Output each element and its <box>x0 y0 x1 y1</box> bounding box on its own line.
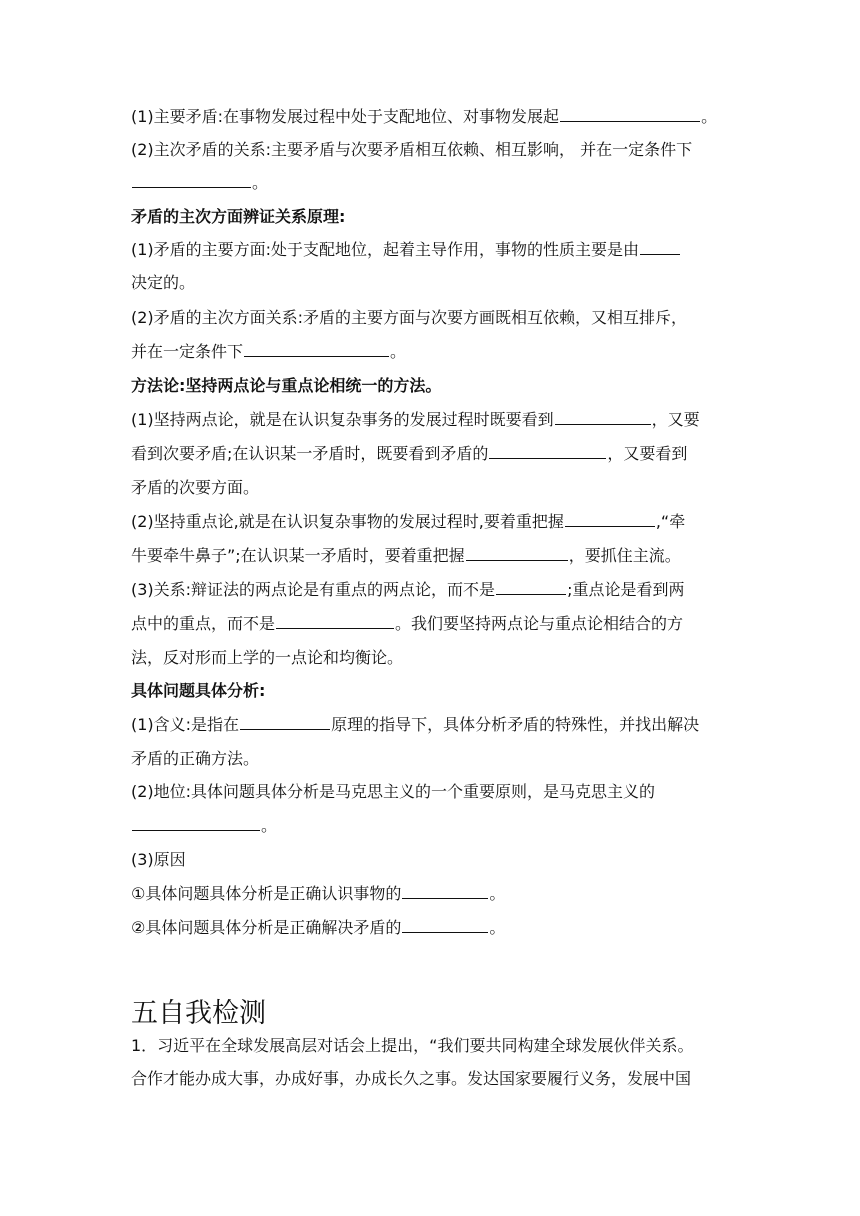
text-segment: 原理的指导下，具体分析矛盾的特殊性，并找出解决 <box>331 715 700 734</box>
blank-line <box>276 627 394 629</box>
text-segment: (1)矛盾的主要方面:处于支配地位，起着主导作用，事物的性质主要是由 <box>131 240 640 259</box>
text-segment: 。 <box>261 816 278 835</box>
text-segment: (1)含义:是指在 <box>131 715 240 734</box>
text-line <box>131 512 685 532</box>
text-segment: 牛要牵牛鼻子”;在认识某一矛盾时，要着重把握 <box>131 546 465 565</box>
blank-line <box>402 897 488 899</box>
text-line <box>131 342 406 362</box>
text-segment: (2)坚持重点论,就是在认识复杂事物的发展过程时,要着重把握 <box>131 512 564 531</box>
text-segment: (1)坚持两点论，就是在认识复杂事务的发展过程时既要看到 <box>131 410 554 429</box>
text-segment: (3)关系:辩证法的两点论是有重点的两点论，而不是 <box>131 580 496 599</box>
text-line: 法，反对形而上学的一点论和均衡论。 <box>131 648 404 667</box>
section-title: 五自我检测 <box>131 998 266 1029</box>
text-line: (2)地位:具体问题具体分析是马克思主义的一个重要原则，是马克思主义的 <box>131 782 656 801</box>
text-line <box>131 580 684 600</box>
blank-line <box>489 457 606 459</box>
text-segment: 并在一定条件下 <box>131 342 244 361</box>
text-line <box>131 173 268 193</box>
text-segment: ，又要 <box>651 410 700 429</box>
text-line <box>131 410 700 430</box>
text-line <box>131 107 717 127</box>
text-line: 决定的。 <box>131 273 196 292</box>
text-line: (3)原因 <box>131 850 186 869</box>
text-segment: (1)主要矛盾:在事物发展过程中处于支配地位、对事物发展起 <box>131 107 560 126</box>
section-heading: 矛盾的主次方面辨证关系原理: <box>131 207 346 226</box>
blank-line <box>560 120 700 122</box>
text-line <box>131 240 681 260</box>
blank-line <box>132 186 251 188</box>
text-segment: ,“牵 <box>655 512 686 531</box>
blank-line <box>640 253 680 255</box>
text-line <box>131 614 683 634</box>
text-line: 矛盾的正确方法。 <box>131 749 260 768</box>
section-heading: 方法论:坚持两点论与重点论相统一的方法。 <box>131 376 442 395</box>
blank-line <box>132 829 260 831</box>
text-segment: 点中的重点，而不是 <box>131 614 276 633</box>
text-segment: ①具体问题具体分析是正确认识事物的 <box>131 884 402 903</box>
blank-line <box>496 593 566 595</box>
text-line <box>131 546 681 566</box>
text-line <box>131 918 505 938</box>
text-segment: 。 <box>701 107 718 126</box>
text-line: 1．习近平在全球发展高层对话会上提出，“我们要共同构建全球发展伙伴关系。 <box>131 1036 694 1055</box>
text-segment: ②具体问题具体分析是正确解决矛盾的 <box>131 918 402 937</box>
blank-line <box>565 525 655 527</box>
blank-line <box>555 423 651 425</box>
text-segment: 。 <box>252 173 269 192</box>
text-segment: 。我们要坚持两点论与重点论相结合的方 <box>395 614 684 633</box>
text-segment: 。 <box>489 918 506 937</box>
text-line <box>131 444 687 464</box>
text-segment: 。 <box>390 342 407 361</box>
blank-line <box>402 931 488 933</box>
text-segment: ，又要看到 <box>607 444 688 463</box>
blank-line <box>240 728 330 730</box>
text-line <box>131 884 505 904</box>
text-line: (2)矛盾的主次方面关系:矛盾的主要方面与次要方画既相互依赖，又相互排斥， <box>131 308 688 327</box>
blank-line <box>466 559 568 561</box>
text-segment: ;重点论是看到两 <box>567 580 685 599</box>
text-segment: 。 <box>489 884 506 903</box>
text-line: (2)主次矛盾的关系:主要矛盾与次要矛盾相互依赖、相互影响， 并在一定条件下 <box>131 140 693 159</box>
text-line <box>131 816 277 836</box>
section-heading: 具体问题具体分析: <box>131 681 266 700</box>
text-line: 合作才能办成大事，办成好事，办成长久之事。发达国家要履行义务，发展中国 <box>131 1069 692 1088</box>
text-segment: ，要抓住主流。 <box>568 546 681 565</box>
text-segment: 看到次要矛盾;在认识某一矛盾时，既要看到矛盾的 <box>131 444 489 463</box>
text-line <box>131 715 699 735</box>
text-line: 矛盾的次要方面。 <box>131 478 260 497</box>
blank-line <box>244 355 389 357</box>
